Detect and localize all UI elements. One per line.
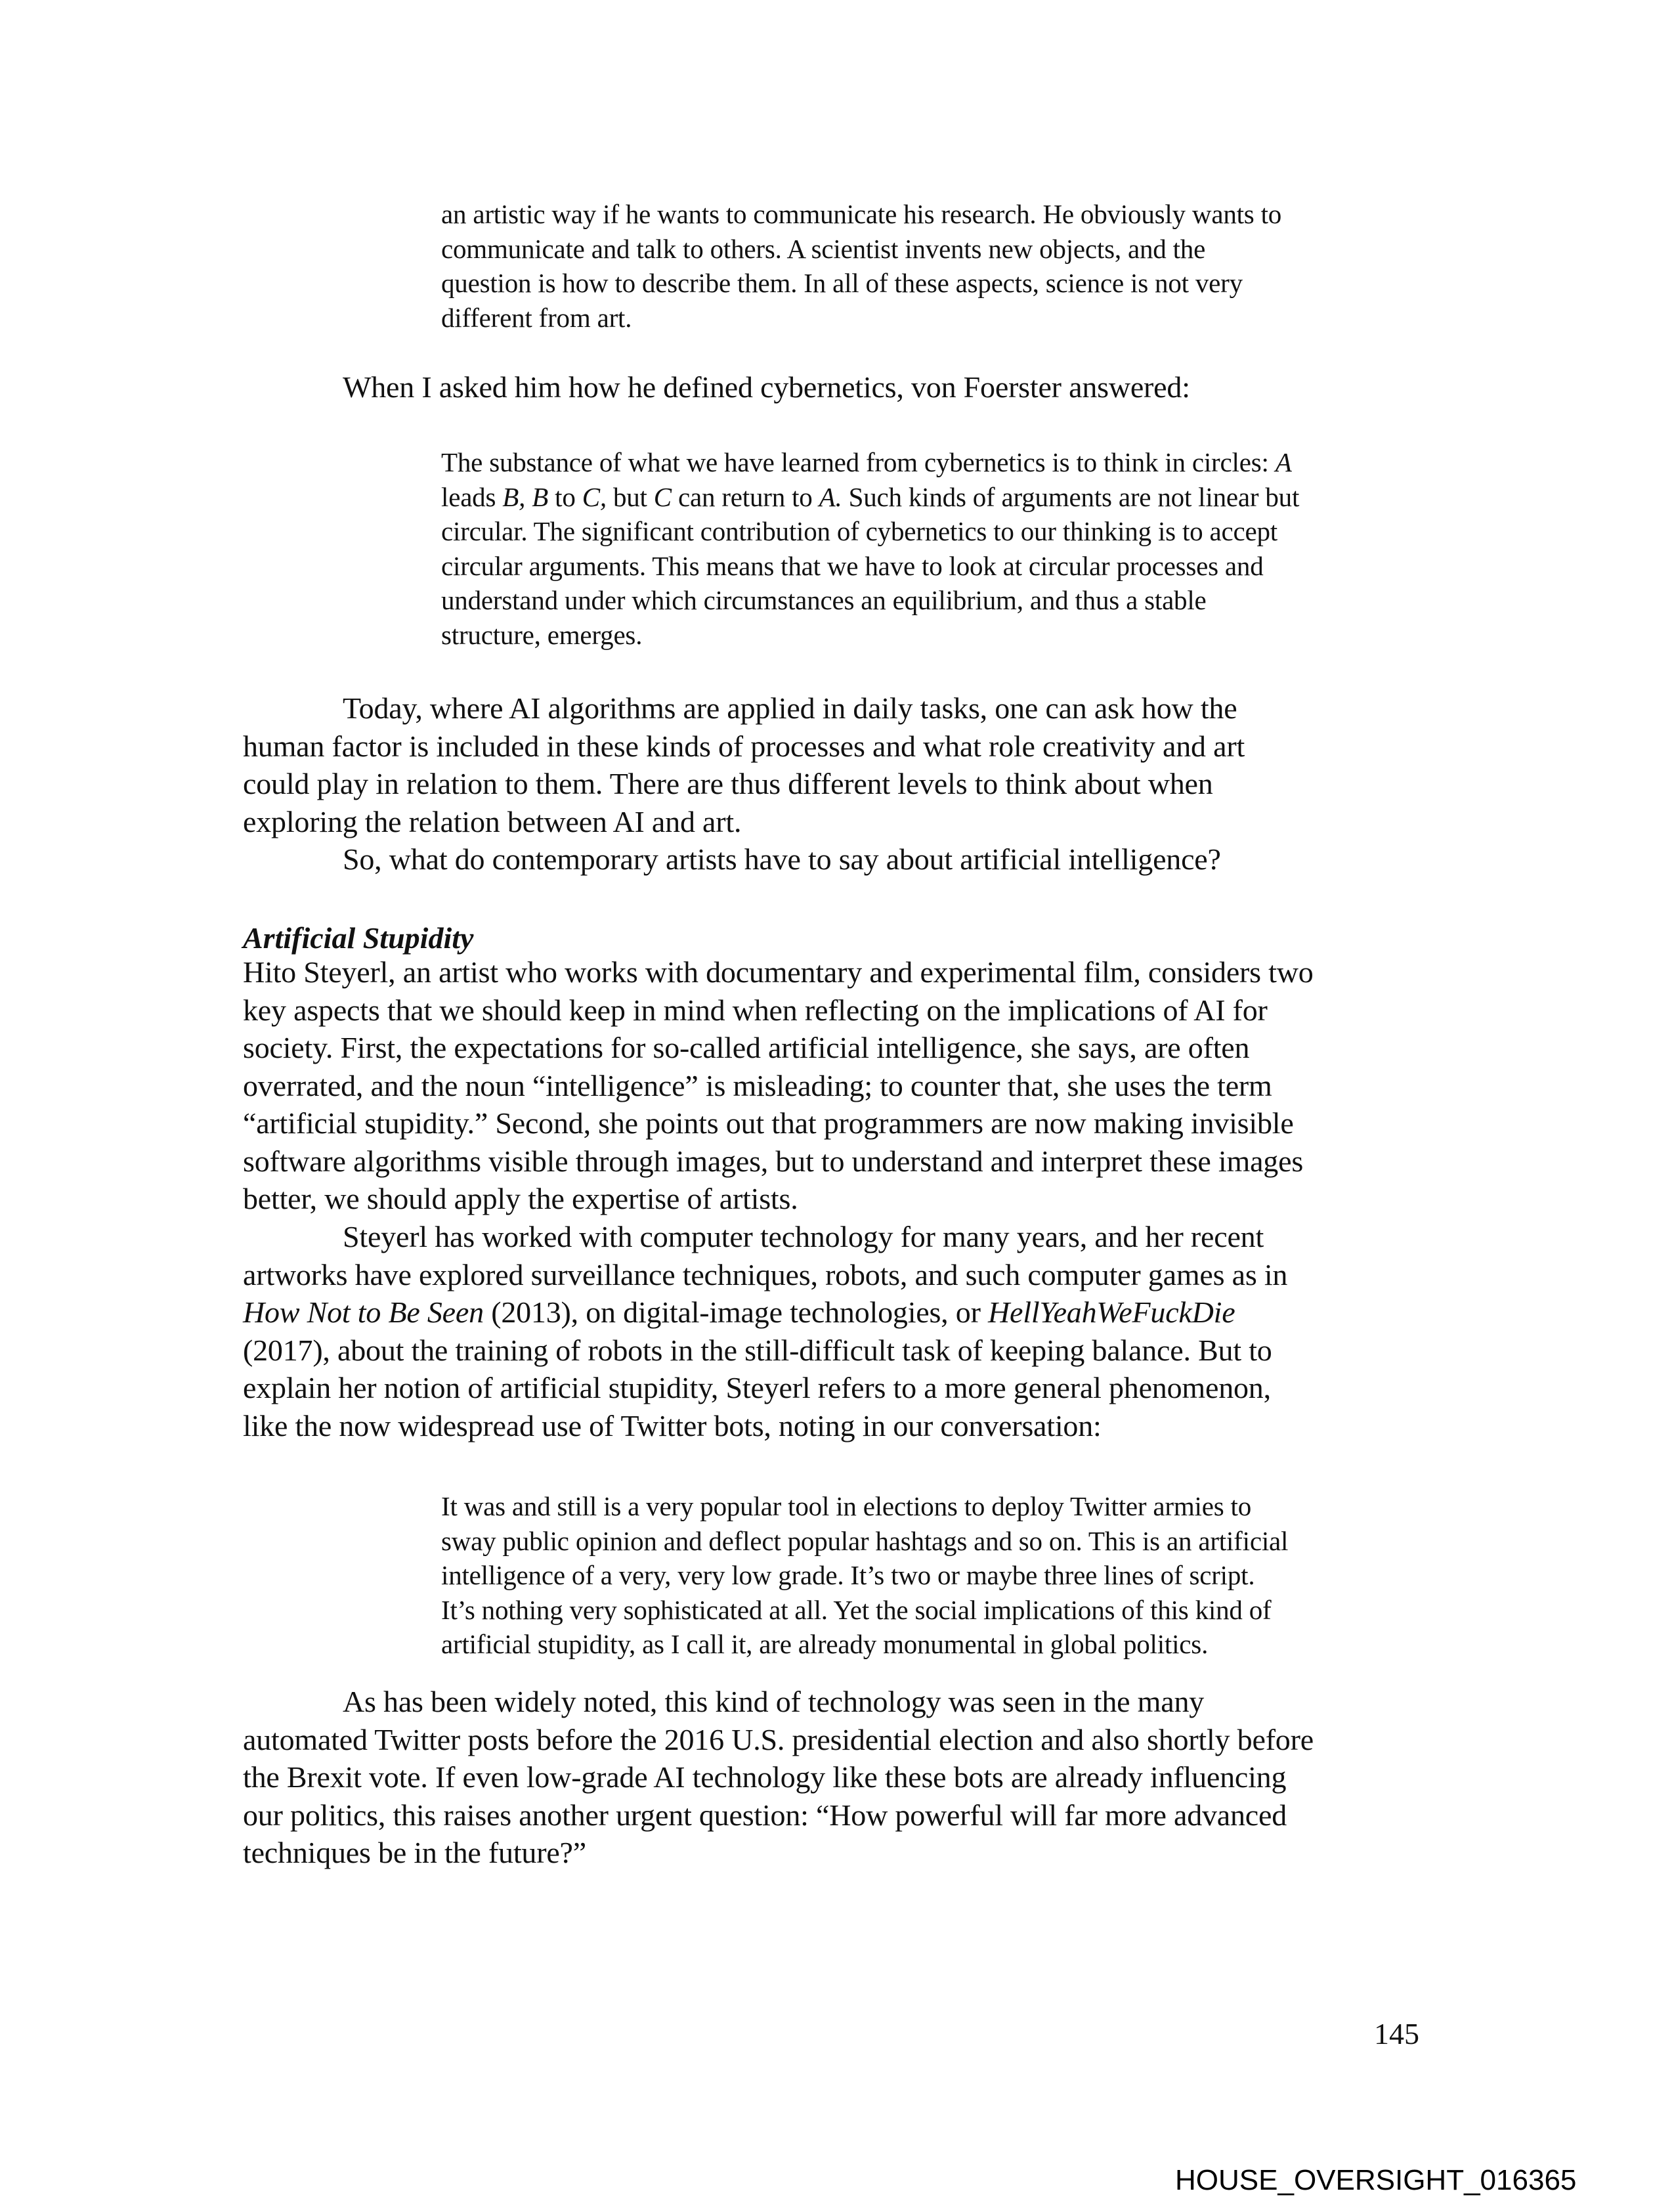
bates-stamp: HOUSE_OVERSIGHT_016365 (1175, 2164, 1577, 2196)
quote-line: question is how to describe them. In all of these aspects, science is not very (441, 268, 1243, 298)
quote-italic-text: B, B (502, 481, 549, 512)
quote-line: structure, emerges. (441, 619, 643, 650)
quote-text: Such kinds of arguments are not linear but (842, 481, 1300, 512)
quote-line: different from art. (441, 302, 632, 333)
body-line: like the now widespread use of Twitter bots, noting in our conversation: (243, 1408, 1102, 1442)
block-quote-twitter-armies (441, 1489, 1426, 1662)
paragraph-steyerl-artworks (243, 1218, 1425, 1444)
quote-italic-text: A (1275, 447, 1292, 477)
block-quote-cybernetics (441, 445, 1426, 652)
body-line: “artificial stupidity.” Second, she points out that programmers are now making invisible (243, 1106, 1294, 1140)
quote-text: but (606, 481, 654, 512)
quote-line: circular arguments. This means that we have to look at circular processes and (441, 550, 1264, 581)
body-line: key aspects that we should keep in mind when reflecting on the implications of AI for (243, 993, 1268, 1027)
quote-italic-text: C (653, 481, 672, 512)
paragraph-ai-daily-tasks (243, 689, 1425, 878)
body-line: exploring the relation between AI and art. (243, 804, 742, 838)
quote-italic-text: A. (819, 481, 842, 512)
body-line: human factor is included in these kinds of processes and what role creativity and art (243, 729, 1245, 763)
body-line: As has been widely noted, this kind of technology was seen in the many (343, 1685, 1205, 1718)
body-line: (2017), about the training of robots in the still-difficult task of keeping balance. But to (243, 1333, 1272, 1367)
body-line: explain her notion of artificial stupidity, Steyerl refers to a more general phenomenon, (243, 1371, 1271, 1404)
quote-text: can return to (671, 481, 819, 512)
quote-line: It was and still is a very popular tool in elections to deploy Twitter armies to (441, 1491, 1252, 1521)
body-line: overrated, and the noun “intelligence” is misleading; to counter that, she uses the term (243, 1068, 1272, 1102)
artwork-title: How Not to Be Seen (243, 1295, 484, 1329)
paragraph-hito-steyerl (243, 953, 1425, 1218)
intro-paragraph (343, 368, 1524, 406)
quote-text: to (548, 481, 582, 512)
quote-line: artificial stupidity, as I call it, are already monumental in global politics. (441, 1629, 1209, 1659)
quote-line: an artistic way if he wants to communicate his research. He obviously wants to (441, 199, 1282, 229)
body-line (243, 1293, 1425, 1332)
quote-line (441, 445, 1426, 480)
quote-text: The substance of what we have learned from cybernetics is to think in circles: (441, 447, 1276, 477)
body-line: the Brexit vote. If even low-grade AI technology like these bots are already influencing (243, 1760, 1287, 1794)
quote-line: circular. The significant contribution of cybernetics to our thinking is to accept (441, 516, 1277, 546)
page-number: 145 (1374, 2017, 1419, 2050)
body-line: Hito Steyerl, an artist who works with documentary and experimental film, considers two (243, 955, 1314, 989)
quote-line: sway public opinion and deflect popular hashtags and so on. This is an artificial (441, 1525, 1289, 1556)
quote-text: leads (441, 481, 503, 512)
quote-line (441, 480, 1426, 515)
quote-line: understand under which circumstances an equilibrium, and thus a stable (441, 585, 1207, 615)
quote-line: intelligence of a very, very low grade. It’s two or maybe three lines of script. (441, 1560, 1255, 1590)
quote-line: It’s nothing very sophisticated at all. Yet the social implications of this kind of (441, 1594, 1272, 1625)
body-line: Today, where AI algorithms are applied in daily tasks, one can ask how the (343, 691, 1237, 725)
body-line: could play in relation to them. There are thus different levels to think about when (243, 767, 1213, 800)
body-line: So, what do contemporary artists have to say about artificial intelligence? (343, 842, 1221, 876)
artwork-title: HellYeahWeFuckDie (988, 1295, 1235, 1329)
body-line: When I asked him how he defined cybernetics, von Foerster answered: (343, 370, 1190, 404)
body-text: (2013), on digital-image technologies, or (483, 1295, 989, 1329)
body-line: better, we should apply the expertise of artists. (243, 1182, 798, 1215)
body-line: software algorithms visible through images, but to understand and interpret these images (243, 1144, 1304, 1178)
body-line: techniques be in the future?” (243, 1836, 586, 1869)
section-heading: Artificial Stupidity (243, 921, 474, 955)
paragraph-brexit-election (243, 1683, 1425, 1872)
body-line: society. First, the expectations for so-called artificial intelligence, she says, are often (243, 1031, 1250, 1064)
quote-italic-text: C, (582, 481, 607, 512)
block-quote-science-art (441, 197, 1426, 335)
quote-line: communicate and talk to others. A scientist invents new objects, and the (441, 233, 1206, 264)
body-line: automated Twitter posts before the 2016 U.S. presidential election and also shortly before (243, 1722, 1314, 1756)
body-line: Steyerl has worked with computer technology for many years, and her recent (343, 1220, 1264, 1253)
body-line: our politics, this raises another urgent question: “How powerful will far more advanced (243, 1798, 1287, 1832)
body-line: artworks have explored surveillance techniques, robots, and such computer games as in (243, 1257, 1288, 1291)
